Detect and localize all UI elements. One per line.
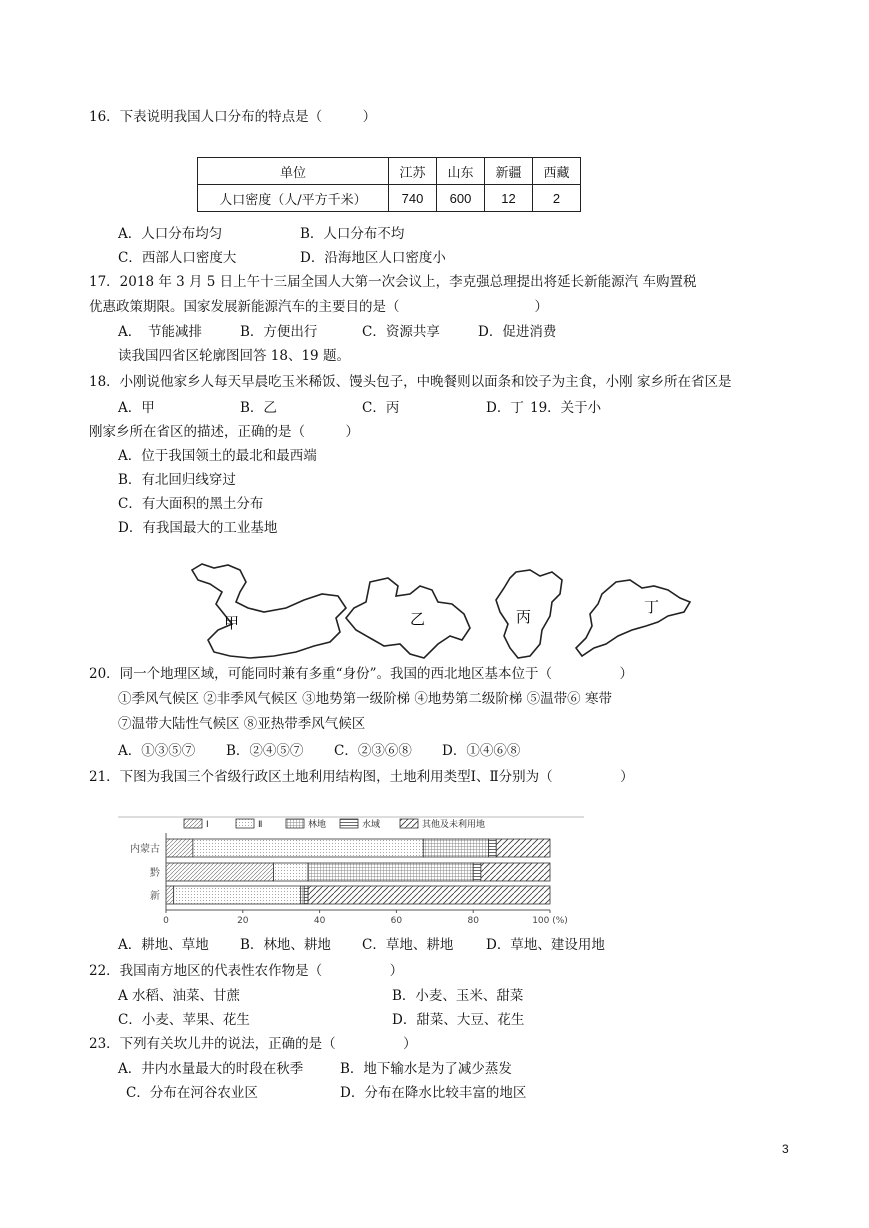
table-cell: 600 xyxy=(437,185,485,212)
bar-segment xyxy=(166,839,193,857)
province-outline-yi xyxy=(340,574,480,666)
category-label: 黔 xyxy=(150,868,160,879)
q22-option-a: A 水稻、油菜、甘蔗 xyxy=(118,988,241,1004)
bar-segment xyxy=(308,886,550,904)
q20-option-d: D．①④⑥⑧ xyxy=(442,743,521,759)
table-header-xizang: 西藏 xyxy=(533,158,581,185)
table-header-xinjiang: 新疆 xyxy=(485,158,533,185)
q17-option-c: C．资源共享 xyxy=(362,324,440,340)
table-header-shandong: 山东 xyxy=(437,158,485,185)
legend-label: Ⅰ xyxy=(206,820,209,830)
page-number: 3 xyxy=(782,1142,789,1156)
q22-option-d: D．甜菜、大豆、花生 xyxy=(392,1012,525,1028)
q18-option-b: B．乙 xyxy=(240,400,277,416)
q19-option-d: D．有我国最大的工业基地 xyxy=(118,520,278,536)
legend-label: 其他及未利用地 xyxy=(422,820,486,830)
q16-option-c: C．西部人口密度大 xyxy=(118,250,237,266)
legend-swatch xyxy=(236,819,254,828)
q16-stem: 16．下表说明我国人口分布的特点是（ ） xyxy=(89,109,377,125)
q17-stem-line1: 17．2018 年 3 月 5 日上午十三届全国人大第一次会议上，李克强总理提出将延长新能源汽 车购置税 xyxy=(89,274,697,290)
bar-segment xyxy=(489,839,497,857)
q22-option-c: C．小麦、苹果、花生 xyxy=(118,1012,250,1028)
map-label-yi: 乙 xyxy=(410,610,426,628)
table-cell: 2 xyxy=(533,185,581,212)
q20-choices-line2: ⑦温带大陆性气候区 ⑧亚热带季风气候区 xyxy=(118,716,366,732)
q16-option-d: D．沿海地区人口密度小 xyxy=(300,250,446,266)
table-row-label: 人口密度（人/平方千米） xyxy=(198,185,389,212)
legend-label: Ⅱ xyxy=(258,820,263,830)
q21-stem: 21．下图为我国三个省级行政区土地利用结构图，土地利用类型Ⅰ、Ⅱ分别为（ ） xyxy=(89,769,634,785)
q20-option-a: A．①③⑤⑦ xyxy=(118,743,196,759)
q17-option-d: D．促进消费 xyxy=(478,324,557,340)
q19-option-c: C．有大面积的黑土分布 xyxy=(118,496,264,512)
map-label-jia: 甲 xyxy=(224,614,240,632)
q18-stem: 18．小刚说他家乡人每天早晨吃玉米稀饭、馒头包子，中晚餐则以面条和饺子为主食，小刚 家乡所在省区是 xyxy=(89,374,732,390)
table-header-jiangsu: 江苏 xyxy=(389,158,437,185)
x-tick-label: 20 xyxy=(237,916,249,926)
category-label: 内蒙古 xyxy=(130,844,160,855)
q21-option-d: D．草地、建设用地 xyxy=(486,937,605,953)
bar-segment xyxy=(304,886,308,904)
legend-swatch xyxy=(184,819,202,828)
province-outline-bing xyxy=(490,566,574,666)
land-use-chart xyxy=(118,815,584,927)
q18-option-a: A．甲 xyxy=(118,400,155,416)
x-tick-label: 0 xyxy=(163,916,169,926)
province-outline-ding xyxy=(572,574,696,664)
q22-option-b: B．小麦、玉米、甜菜 xyxy=(392,988,524,1004)
map-label-ding: 丁 xyxy=(644,598,660,616)
q20-stem: 20．同一个地理区域，可能同时兼有多重“身份”。我国的西北地区基本位于（ ） xyxy=(89,666,633,682)
bar-segment xyxy=(308,863,473,881)
q17-option-b: B．方便出行 xyxy=(240,324,318,340)
q19-option-b: B．有北回归线穿过 xyxy=(118,472,236,488)
q18-option-d: D．丁 xyxy=(486,400,524,416)
legend-label: 林地 xyxy=(308,820,327,830)
x-tick-label: 80 xyxy=(467,916,479,926)
x-tick-label: 100 (%) xyxy=(532,916,568,926)
q19-stem-start: 19．关于小 xyxy=(530,400,602,416)
q23-option-a: A．井内水量最大的时段在秋季 xyxy=(118,1061,304,1077)
bar-segment xyxy=(166,886,174,904)
q23-option-d: D．分布在降水比较丰富的地区 xyxy=(340,1085,527,1101)
q23-option-b: B．地下输水是为了减少蒸发 xyxy=(340,1061,512,1077)
q21-option-c: C．草地、耕地 xyxy=(362,937,454,953)
bar-segment xyxy=(193,839,423,857)
q20-choices-line1: ①季风气候区 ②非季风气候区 ③地势第一级阶梯 ④地势第二级阶梯 ⑤温带⑥ 寒带 xyxy=(118,691,612,707)
q21-option-b: B．林地、耕地 xyxy=(240,937,331,953)
q19-stem: 刚家乡所在省区的描述，正确的是（ ） xyxy=(89,424,359,440)
bar-segment xyxy=(496,839,550,857)
bar-segment xyxy=(274,863,309,881)
read-note: 读我国四省区轮廓图回答 18、19 题。 xyxy=(118,348,350,364)
q22-stem: 22．我国南方地区的代表性农作物是（ ） xyxy=(89,963,404,979)
q23-stem: 23．下列有关坎儿井的说法，正确的是（ ） xyxy=(89,1036,417,1052)
legend-swatch xyxy=(286,819,304,828)
q21-option-a: A．耕地、草地 xyxy=(118,937,209,953)
legend-swatch xyxy=(400,819,418,828)
q20-option-b: B．②④⑤⑦ xyxy=(226,743,304,759)
population-density-table xyxy=(197,157,581,212)
q17-option-a: A． 节能减排 xyxy=(118,324,202,340)
q17-stem-line2: 优惠政策期限。国家发展新能源汽车的主要目的是（ ） xyxy=(89,299,548,315)
bar-segment xyxy=(481,863,550,881)
q16-option-b: B．人口分布不均 xyxy=(300,226,405,242)
q20-option-c: C．②③⑥⑧ xyxy=(334,743,412,759)
bar-segment xyxy=(174,886,301,904)
q16-option-a: A．人口分布均匀 xyxy=(118,226,223,242)
q23-option-c: C．分布在河谷农业区 xyxy=(126,1085,258,1101)
map-label-bing: 丙 xyxy=(516,608,532,626)
category-label: 新 xyxy=(150,891,160,902)
bar-segment xyxy=(300,886,304,904)
legend-swatch xyxy=(340,819,358,828)
table-cell: 12 xyxy=(485,185,533,212)
bar-segment xyxy=(473,863,481,881)
bar-segment xyxy=(166,863,274,881)
table-cell: 740 xyxy=(389,185,437,212)
q19-option-a: A．位于我国领土的最北和最西端 xyxy=(118,448,317,464)
q18-option-c: C．丙 xyxy=(362,400,400,416)
legend-label: 水域 xyxy=(362,820,381,830)
table-header-unit: 单位 xyxy=(198,158,389,185)
province-outline-jia xyxy=(188,560,348,665)
x-tick-label: 60 xyxy=(390,916,403,926)
bar-segment xyxy=(423,839,488,857)
x-tick-label: 40 xyxy=(313,916,326,926)
